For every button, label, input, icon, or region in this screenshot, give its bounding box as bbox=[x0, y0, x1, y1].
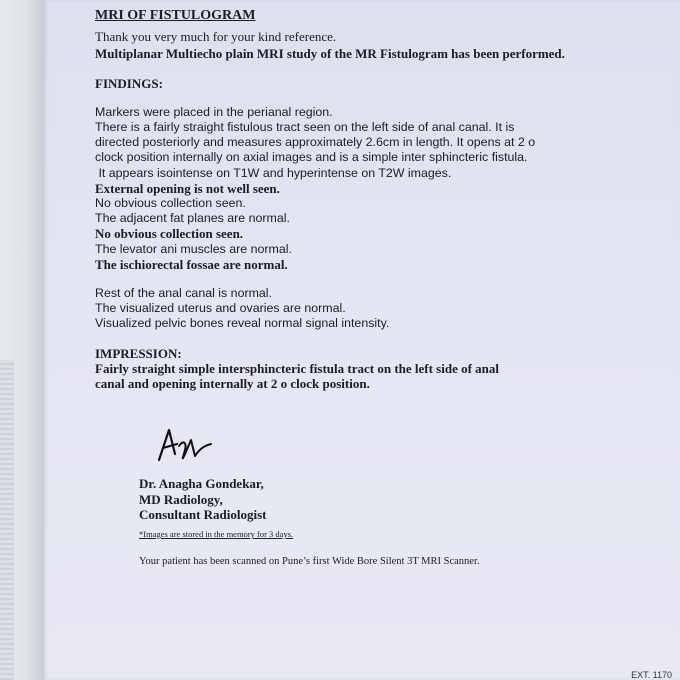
greeting-text: Thank you very much for your kind reference. bbox=[95, 29, 337, 45]
finding-line: There is a fairly straight fistulous tract seen on the left side of anal canal. It is bbox=[95, 120, 515, 135]
finding-line: directed posteriorly and measures approximately 2.6cm in length. It opens at 2 o bbox=[95, 135, 536, 150]
rest-line: Visualized pelvic bones reveal normal signal intensity. bbox=[95, 316, 390, 331]
scanner-footer: Your patient has been scanned on Pune’s first Wide Bore Silent 3T MRI Scanner. bbox=[139, 556, 480, 567]
report-title: MRI OF FISTULOGRAM bbox=[95, 8, 256, 23]
doctor-title: Consultant Radiologist bbox=[139, 507, 267, 522]
rest-line: The visualized uterus and ovaries are normal. bbox=[95, 301, 346, 316]
rest-findings bbox=[95, 286, 615, 332]
corner-text: EXT. 1170 bbox=[631, 670, 672, 680]
rest-line: Rest of the anal canal is normal. bbox=[95, 286, 273, 301]
findings-heading: FINDINGS: bbox=[95, 75, 163, 91]
doctor-block bbox=[139, 476, 267, 523]
finding-line: The ischiorectal fossae are normal. bbox=[95, 256, 288, 272]
doctor-degree: MD Radiology, bbox=[139, 491, 223, 507]
impression-line: canal and opening internally at 2 o clock position. bbox=[95, 376, 370, 392]
signature-icon bbox=[155, 424, 215, 466]
finding-line: The levator ani muscles are normal. bbox=[95, 241, 292, 256]
impression-line: Fairly straight simple intersphincteric fistula tract on the left side of anal bbox=[95, 360, 500, 376]
report-body bbox=[95, 8, 615, 391]
finding-line: External opening is not well seen. bbox=[95, 180, 280, 196]
finding-line: No obvious collection seen. bbox=[95, 226, 244, 242]
impression-heading: IMPRESSION: bbox=[95, 345, 182, 361]
storage-note: *Images are stored in the memory for 3 days. bbox=[139, 529, 294, 539]
doctor-name: Dr. Anagha Gondekar, bbox=[139, 476, 264, 491]
finding-line: clock position internally on axial images and is a simple inter sphincteric fistula. bbox=[95, 150, 528, 165]
impression-text bbox=[95, 361, 615, 391]
finding-line: Markers were placed in the perianal region. bbox=[95, 104, 333, 119]
finding-line: The adjacent fat planes are normal. bbox=[95, 211, 290, 226]
findings-list bbox=[95, 105, 615, 272]
finding-line: It appears isointense on T1W and hyperintense on T2W images. bbox=[95, 165, 452, 180]
study-description: Multiplanar Multiecho plain MRI study of the MR Fistulogram has been performed. bbox=[95, 46, 565, 62]
binder-edge bbox=[0, 360, 14, 680]
finding-line: No obvious collection seen. bbox=[95, 196, 246, 211]
